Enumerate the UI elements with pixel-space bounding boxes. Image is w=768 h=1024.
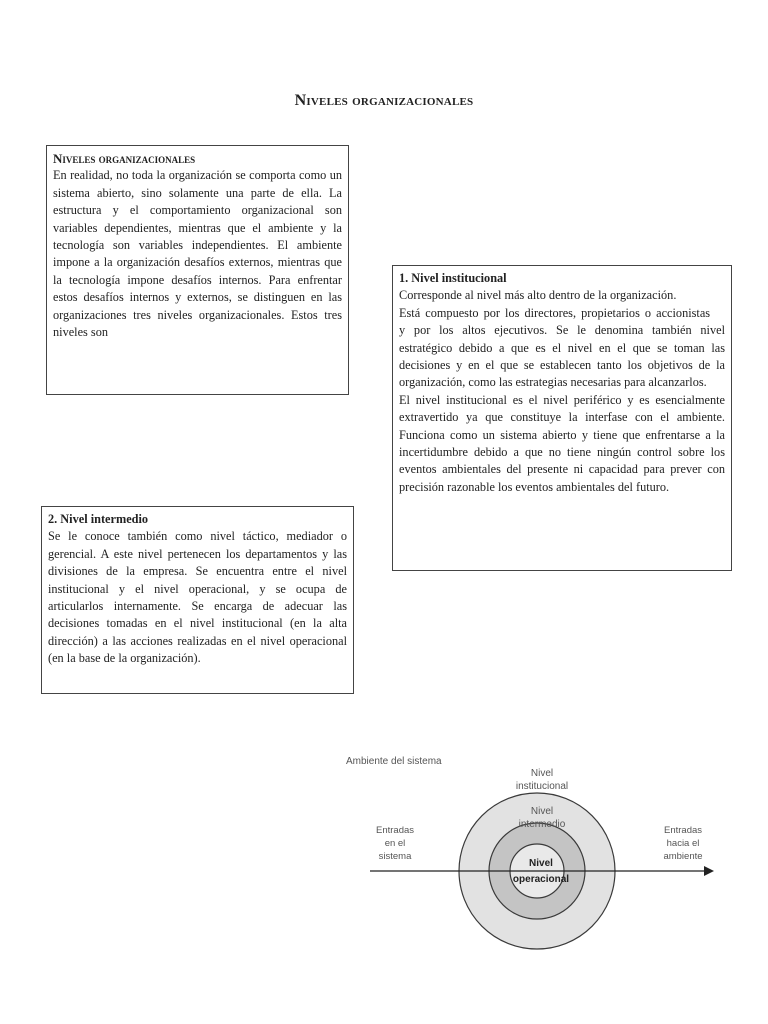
levels-diagram xyxy=(330,745,730,995)
levels-diagram-svg xyxy=(330,745,730,995)
outer-label-line1: Nivel xyxy=(530,768,554,779)
outer-label-line2: institucional xyxy=(515,781,569,792)
institutional-heading: 1. Nivel institucional xyxy=(399,271,507,285)
institutional-level-box xyxy=(392,265,732,571)
intermediate-level-box xyxy=(41,506,354,694)
output-label-line3: ambiente xyxy=(663,851,703,862)
intermediate-heading: 2. Nivel intermedio xyxy=(48,512,149,526)
inner-label-line2: operacional xyxy=(512,874,570,885)
middle-label-line2: intermedio xyxy=(518,819,566,830)
intro-box xyxy=(46,145,349,395)
input-label-line1: Entradas xyxy=(375,825,415,836)
institutional-paragraph-3: y por los altos ejecutivos. Se le denomina también nivel estratégico debido a que es el nivel en el que se toman las decisiones y en el que se establecen tanto los objetivos de la organización, como las estrategias necesarias para alcanzarlos. xyxy=(399,323,725,390)
institutional-paragraph-2: Está compuesto por los directores, propietarios o accionistas xyxy=(399,305,711,320)
intro-heading: Niveles organizacionales xyxy=(53,151,196,166)
middle-label-line1: Nivel xyxy=(530,806,554,817)
page-title: Niveles organizacionales xyxy=(294,92,474,109)
inner-label-line1: Nivel xyxy=(529,858,553,869)
institutional-paragraph-1: Corresponde al nivel más alto dentro de la organización. xyxy=(399,288,677,303)
institutional-paragraph-4: El nivel institucional es el nivel periférico y es esencialmente extravertido ya que constituye la interfase con el ambiente. Funciona como un sistema abierto y tiene que enfrentarse a la incertidumbre debido a que no tiene ningún control sobre los eventos ambientales del presente ni capacidad para prever con precisión razonable los eventos ambientales del futuro. xyxy=(399,392,725,494)
intro-body: En realidad, no toda la organización se comporta como un sistema abierto, sino solamente una parte de ella. La estructura y el comportamiento organizacional son variables dependientes, mientras que el ambiente y la tecnología son variables independientes. El ambiente impone a la organización desafíos externos, mientras que la tecnología impone desafíos internos. Para enfrentar estos desafíos internos y externos, se distinguen en las organizaciones tres niveles organizacionales. Estos tres niveles son xyxy=(53,168,342,340)
diagram-caption: Ambiente del sistema xyxy=(346,756,442,767)
output-label-line2: hacia el xyxy=(666,838,700,849)
input-label-line3: sistema xyxy=(378,851,412,862)
intermediate-body: Se le conoce también como nivel táctico, mediador o gerencial. A este nivel pertenecen los departamentos y las divisiones de la empresa. Se encuentra entre el nivel institucional y el nivel operacional, y se ocupa de articularlos internamente. Se encarga de adecuar las decisiones tomadas en el nivel institucional (en la alta dirección) a las acciones realizadas en el nivel operacional (en la base de la organización). xyxy=(48,529,347,666)
input-label-line2: en el xyxy=(384,838,406,849)
output-label-line1: Entradas xyxy=(663,825,703,836)
